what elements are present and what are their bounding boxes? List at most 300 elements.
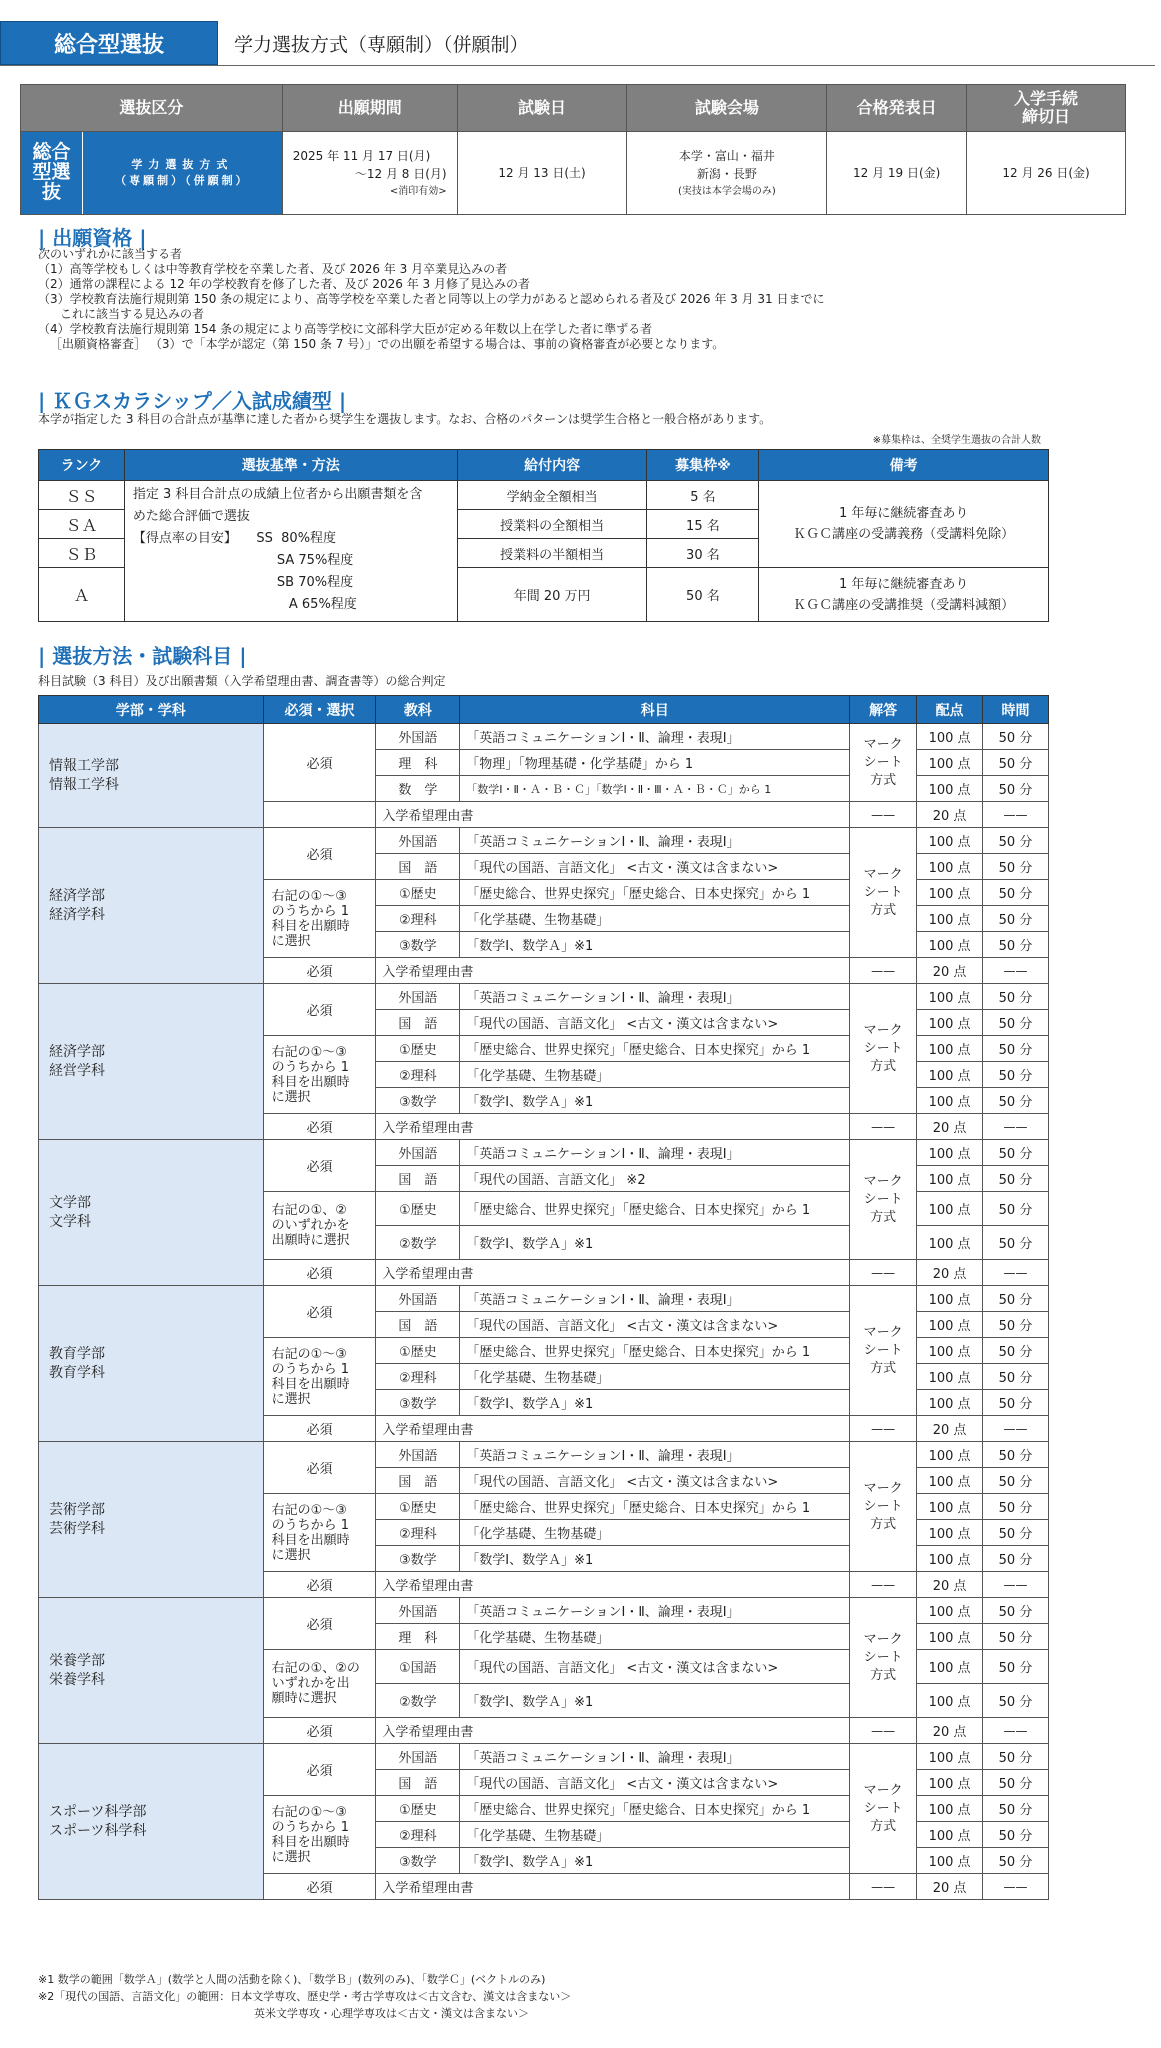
schedule-deadline: 12 月 26 日(金) [967,132,1126,215]
period-end: 〜12 月 8 日(月) [354,167,447,182]
subject-cell: 「数学Ⅰ、数学Ａ」※1 [460,1848,850,1874]
remark-line: 1 年毎に継続審査あり [838,506,969,521]
criteria-line: SA 75%程度 [276,553,354,568]
time-cell: 50 分 [983,1796,1049,1822]
points-cell: 100 点 [917,1364,983,1390]
points-cell: 100 点 [917,1770,983,1796]
time-cell: 50 分 [983,1036,1049,1062]
subject-cell: 「数学Ⅰ、数学Ａ」※1 [460,1226,850,1260]
points-cell: 100 点 [917,1624,983,1650]
remark-line: ＫＧＣ講座の受講推奨（受講料減額） [793,597,1015,613]
required-cell: 必須 [263,1744,376,1796]
subject-category-cell: ①歴史 [376,1338,460,1364]
points-cell: 20 点 [917,1416,983,1442]
table-row [39,984,1049,1010]
subject-category-cell: ②数学 [376,1226,460,1260]
answer-method-cell: マーク シート 方式 [850,1286,917,1416]
remark-line: 1 年毎に継続審査あり [838,576,969,592]
dash-cell: —— [850,1718,917,1744]
selection-method-title: 学力選抜方式（専願制）（併願制） [234,33,529,56]
time-cell: 50 分 [983,1390,1049,1416]
points-cell: 100 点 [917,1312,983,1338]
time-cell: 50 分 [983,1226,1049,1260]
subject-cell: 「化学基礎、生物基礎」 [460,1822,850,1848]
required-cell: 必須 [263,724,376,802]
department-cell: 栄養学部 栄養学科 [39,1598,264,1744]
subject-cell: 「英語コミュニケーションⅠ・Ⅱ、論理・表現Ⅰ」 [460,1442,850,1468]
essay-cell: 入学希望理由書 [376,1260,850,1286]
dash-cell: —— [850,1416,917,1442]
time-cell: 50 分 [983,932,1049,958]
essay-cell: 入学希望理由書 [376,1416,850,1442]
subject-cell: 「英語コミュニケーションⅠ・Ⅱ、論理・表現Ⅰ」 [460,724,850,750]
required-cell: 必須 [263,1572,376,1598]
points-cell: 100 点 [917,1650,983,1684]
quota-cell: 5 名 [647,481,759,510]
subject-category-cell: ②理科 [376,1364,460,1390]
time-cell: 50 分 [983,1650,1049,1684]
subject-category-cell: ③数学 [376,1848,460,1874]
scholarship-intro: 本学が指定した 3 科目の合計点が基準に達した者から奨学生を選抜します。なお、合格のパターンは奨学生合格と一般合格があります。 [38,412,772,426]
time-cell: 50 分 [983,1286,1049,1312]
points-cell: 100 点 [917,1598,983,1624]
required-cell: 必須 [263,1286,376,1338]
department-cell: 情報工学部 情報工学科 [39,724,264,828]
selection-category-label: 総合型選抜 [0,21,218,65]
table-row [39,1286,1049,1312]
essay-cell: 入学希望理由書 [376,1114,850,1140]
benefit-cell: 授業料の全額相当 [457,510,647,539]
eligibility-item: （3）学校教育法施行規則第 150 条の規定により、高等学校を卒業した者と同等以上の学力があると認められる者及び 2026 年 3 月 31 日までに [38,292,825,306]
subject-cell: 「現代の国語、言語文化」 <古文・漢文は含まない> [460,854,850,880]
points-cell: 100 点 [917,1546,983,1572]
dash-cell: —— [983,1874,1049,1900]
subject-cell: 「数学Ⅰ、数学Ａ」※1 [460,1546,850,1572]
subjects-header: 必須・選択 [263,696,376,724]
dash-cell: —— [983,1718,1049,1744]
dash-cell: —— [983,1416,1049,1442]
required-cell: 必須 [263,1140,376,1192]
time-cell: 50 分 [983,1770,1049,1796]
venue-line: 新潟・長野 [696,167,757,182]
criteria-cell [124,481,457,622]
points-cell: 100 点 [917,854,983,880]
subject-cell: 「歴史総合、世界史探究」「歴史総合、日本史探究」から 1 [460,880,850,906]
time-cell: 50 分 [983,854,1049,880]
required-cell: 必須 [263,1718,376,1744]
points-cell: 100 点 [917,776,983,802]
footnotes [38,1971,571,2022]
subject-category-cell: 外国語 [376,828,460,854]
selection-intro: 科目試験（3 科目）及び出願書類（入学希望理由書、調査書等）の総合判定 [38,674,446,688]
required-cell: 必須 [263,958,376,984]
rank-cell: ＳＢ [39,539,125,568]
points-cell: 100 点 [917,1192,983,1226]
subject-category-cell: 外国語 [376,724,460,750]
points-cell: 100 点 [917,724,983,750]
subject-category-cell: ①歴史 [376,1494,460,1520]
schedule-exam-date: 12 月 13 日(土) [457,132,627,215]
quota-cell: 15 名 [647,510,759,539]
subject-cell: 「歴史総合、世界史探究」「歴史総合、日本史探究」から 1 [460,1796,850,1822]
points-cell: 100 点 [917,1226,983,1260]
subject-cell: 「物理」「物理基礎・化学基礎」から 1 [460,750,850,776]
points-cell: 20 点 [917,1572,983,1598]
required-cell: 必須 [263,1442,376,1494]
eligibility-title: | 出願資格 | [38,226,147,250]
method-line: 学力選抜方式 [131,157,234,171]
points-cell: 20 点 [917,1718,983,1744]
eligibility-intro: 次のいずれかに該当する者 [38,247,183,261]
subject-cell: 「化学基礎、生物基礎」 [460,1062,850,1088]
scholarship-title-text: ＫＧスカラシップ／入試成績型 [52,389,332,413]
dash-cell: —— [983,1572,1049,1598]
points-cell: 100 点 [917,750,983,776]
subject-cell: 「数学Ⅰ・Ⅱ・Ａ・Ｂ・Ｃ」「数学Ⅰ・Ⅱ・Ⅲ・Ａ・Ｂ・Ｃ」から 1 [460,776,850,802]
time-cell: 50 分 [983,776,1049,802]
answer-method-cell: マーク シート 方式 [850,828,917,958]
subject-category-cell: ③数学 [376,1390,460,1416]
choice-cell: 右記の①〜③ のうちから 1 科目を出願時 に選択 [263,1494,376,1572]
subject-category-cell: ①国語 [376,1650,460,1684]
scholarship-title: | ＫＧスカラシップ／入試成績型 | [38,389,347,413]
venue-line: 本学・富山・福井 [678,148,775,163]
time-cell: 50 分 [983,828,1049,854]
subject-category-cell: ②理科 [376,1822,460,1848]
period-start: 2025 年 11 月 17 日(月) [292,148,431,163]
schedule-header: 合格発表日 [827,85,967,132]
subject-category-cell: ②理科 [376,1520,460,1546]
points-cell: 100 点 [917,1088,983,1114]
eligibility-text [38,247,825,352]
points-cell: 100 点 [917,828,983,854]
time-cell: 50 分 [983,1166,1049,1192]
schedule-announce: 12 月 19 日(金) [827,132,967,215]
time-cell: 50 分 [983,1338,1049,1364]
table-row [39,724,1049,750]
subject-category-cell: 国 語 [376,854,460,880]
table-row [39,828,1049,854]
subject-cell: 「英語コミュニケーションⅠ・Ⅱ、論理・表現Ⅰ」 [460,1598,850,1624]
points-cell: 100 点 [917,1442,983,1468]
dash-cell: —— [983,958,1049,984]
points-cell: 20 点 [917,1874,983,1900]
dash-cell: —— [983,1114,1049,1140]
dash-cell: —— [850,802,917,828]
period-note: <消印有効> [389,185,447,197]
subject-category-cell: ②理科 [376,906,460,932]
dash-cell: —— [850,1572,917,1598]
points-cell: 100 点 [917,1822,983,1848]
subject-cell: 「英語コミュニケーションⅠ・Ⅱ、論理・表現Ⅰ」 [460,1744,850,1770]
time-cell: 50 分 [983,1624,1049,1650]
schedule-header: 出願期間 [282,85,457,132]
schedule-venue [627,132,827,215]
choice-cell: 右記の①、②の いずれかを出 願時に選択 [263,1650,376,1718]
time-cell: 50 分 [983,880,1049,906]
time-cell: 50 分 [983,1062,1049,1088]
required-cell [263,802,376,828]
scholarship-header: 給付内容 [457,450,647,481]
points-cell: 100 点 [917,1848,983,1874]
subject-cell: 「化学基礎、生物基礎」 [460,1624,850,1650]
subjects-header: 時間 [983,696,1049,724]
time-cell: 50 分 [983,1192,1049,1226]
time-cell: 50 分 [983,1598,1049,1624]
points-cell: 20 点 [917,958,983,984]
scholarship-header: ランク [39,450,125,481]
table-row [39,1140,1049,1166]
answer-method-cell: マーク シート 方式 [850,1744,917,1874]
scholarship-header: 募集枠※ [647,450,759,481]
required-cell: 必須 [263,984,376,1036]
scholarship-header: 選抜基準・方法 [124,450,457,481]
subject-category-cell: ③数学 [376,1546,460,1572]
page-header [0,21,1155,66]
subject-cell: 「現代の国語、言語文化」 <古文・漢文は含まない> [460,1312,850,1338]
department-cell: スポーツ科学部 スポーツ科学科 [39,1744,264,1900]
quota-cell: 30 名 [647,539,759,568]
subject-cell: 「数学Ⅰ、数学Ａ」※1 [460,1088,850,1114]
department-cell: 芸術学部 芸術学科 [39,1442,264,1598]
time-cell: 50 分 [983,1848,1049,1874]
subject-cell: 「現代の国語、言語文化」 <古文・漢文は含まない> [460,1770,850,1796]
criteria-line: めた総合評価で選抜 [132,509,250,524]
required-cell: 必須 [263,1874,376,1900]
benefit-cell: 学納金全額相当 [457,481,647,510]
points-cell: 100 点 [917,1062,983,1088]
quota-cell: 50 名 [647,568,759,622]
answer-method-cell: マーク シート 方式 [850,984,917,1114]
eligibility-item: これに該当する見込みの者 [60,307,205,321]
time-cell: 50 分 [983,1364,1049,1390]
points-cell: 100 点 [917,880,983,906]
subject-category-cell: 外国語 [376,1598,460,1624]
department-cell: 文学部 文学科 [39,1140,264,1286]
subject-cell: 「数学Ⅰ、数学Ａ」※1 [460,1390,850,1416]
schedule-header: 試験会場 [627,85,827,132]
subjects-header: 解答 [850,696,917,724]
schedule-method [82,132,282,215]
department-cell: 教育学部 教育学科 [39,1286,264,1442]
dash-cell: —— [850,1874,917,1900]
time-cell: 50 分 [983,984,1049,1010]
selection-title-text: 選抜方法・試験科目 [52,644,233,668]
subject-category-cell: 外国語 [376,1286,460,1312]
answer-method-cell: マーク シート 方式 [850,1598,917,1718]
points-cell: 100 点 [917,1468,983,1494]
subject-category-cell: 外国語 [376,1140,460,1166]
subject-category-cell: 国 語 [376,1770,460,1796]
time-cell: 50 分 [983,1088,1049,1114]
choice-cell: 右記の①〜③ のうちから 1 科目を出願時 に選択 [263,880,376,958]
remark-cell [759,568,1049,622]
rank-cell: ＳＳ [39,481,125,510]
dash-cell: —— [850,1114,917,1140]
dash-cell: —— [850,958,917,984]
subject-category-cell: ③数学 [376,932,460,958]
time-cell: 50 分 [983,1010,1049,1036]
venue-note: (実技は本学会場のみ) [677,185,776,197]
choice-cell: 右記の①〜③ のうちから 1 科目を出願時 に選択 [263,1036,376,1114]
category-text: 総合型選抜 [32,141,71,203]
eligibility-item: （2）通常の課程による 12 年の学校教育を修了した者、及び 2026 年 3 月修了見込みの者 [38,277,530,291]
criteria-line: 【得点率の目安】 SS 80%程度 [132,531,337,546]
subjects-header: 配点 [917,696,983,724]
points-cell: 100 点 [917,1494,983,1520]
subject-cell: 「化学基礎、生物基礎」 [460,906,850,932]
required-cell: 必須 [263,1416,376,1442]
required-cell: 必須 [263,828,376,880]
time-cell: 50 分 [983,1468,1049,1494]
points-cell: 100 点 [917,1338,983,1364]
rank-cell: ＳＡ [39,510,125,539]
subjects-header: 科目 [460,696,850,724]
points-cell: 100 点 [917,1390,983,1416]
choice-cell: 右記の①〜③ のうちから 1 科目を出願時 に選択 [263,1796,376,1874]
department-cell: 経済学部 経済学科 [39,828,264,984]
required-cell: 必須 [263,1260,376,1286]
points-cell: 100 点 [917,1286,983,1312]
points-cell: 100 点 [917,932,983,958]
remark-cell [759,481,1049,568]
schedule-header: 選抜区分 [21,85,283,132]
subject-category-cell: ①歴史 [376,880,460,906]
subject-category-cell: 国 語 [376,1468,460,1494]
eligibility-item: （1）高等学校もしくは中等教育学校を卒業した者、及び 2026 年 3 月卒業見込みの者 [38,262,508,276]
table-row [39,1598,1049,1624]
points-cell: 20 点 [917,802,983,828]
subject-cell: 「英語コミュニケーションⅠ・Ⅱ、論理・表現Ⅰ」 [460,1140,850,1166]
subject-category-cell: 外国語 [376,1744,460,1770]
points-cell: 20 点 [917,1260,983,1286]
subject-cell: 「数学Ⅰ、数学Ａ」※1 [460,1684,850,1718]
time-cell: 50 分 [983,1140,1049,1166]
subject-cell: 「歴史総合、世界史探究」「歴史総合、日本史探究」から 1 [460,1338,850,1364]
scholarship-table [38,449,1049,622]
benefit-cell: 授業料の半額相当 [457,539,647,568]
remark-line: ＫＧＣ講座の受講義務（受講料免除） [793,527,1015,542]
subjects-header: 学部・学科 [39,696,264,724]
subject-category-cell: ③数学 [376,1088,460,1114]
time-cell: 50 分 [983,1546,1049,1572]
subject-cell: 「現代の国語、言語文化」 ※2 [460,1166,850,1192]
essay-cell: 入学希望理由書 [376,958,850,984]
schedule-category [21,132,83,215]
time-cell: 50 分 [983,1822,1049,1848]
criteria-line: SB 70%程度 [276,575,354,590]
footnote: 英米文学専攻・心理学専攻は＜古文・漢文は含まない＞ [254,2007,529,2020]
time-cell: 50 分 [983,750,1049,776]
schedule-period [282,132,457,215]
points-cell: 100 点 [917,1166,983,1192]
scholarship-note: ※募集枠は、全奨学生選抜の合計人数 [872,435,1041,446]
points-cell: 100 点 [917,906,983,932]
subject-cell: 「現代の国語、言語文化」 <古文・漢文は含まない> [460,1468,850,1494]
points-cell: 100 点 [917,1796,983,1822]
time-cell: 50 分 [983,724,1049,750]
subject-cell: 「歴史総合、世界史探究」「歴史総合、日本史探究」から 1 [460,1192,850,1226]
department-cell: 経済学部 経営学科 [39,984,264,1140]
essay-cell: 入学希望理由書 [376,1572,850,1598]
points-cell: 100 点 [917,1744,983,1770]
criteria-line: A 65%程度 [288,597,357,612]
method-line: （専願制）（併願制） [115,174,250,187]
subject-cell: 「英語コミュニケーションⅠ・Ⅱ、論理・表現Ⅰ」 [460,1286,850,1312]
points-cell: 100 点 [917,1520,983,1546]
answer-method-cell: マーク シート 方式 [850,724,917,802]
choice-cell: 右記の①〜③ のうちから 1 科目を出願時 に選択 [263,1338,376,1416]
subject-cell: 「英語コミュニケーションⅠ・Ⅱ、論理・表現Ⅰ」 [460,984,850,1010]
dash-cell: —— [983,1260,1049,1286]
time-cell: 50 分 [983,1494,1049,1520]
subjects-table [38,695,1049,1900]
points-cell: 100 点 [917,1140,983,1166]
essay-cell: 入学希望理由書 [376,1874,850,1900]
subject-category-cell: ②数学 [376,1684,460,1718]
subject-category-cell: 国 語 [376,1010,460,1036]
time-cell: 50 分 [983,1442,1049,1468]
benefit-cell: 年間 20 万円 [457,568,647,622]
required-cell: 必須 [263,1114,376,1140]
subject-cell: 「現代の国語、言語文化」 <古文・漢文は含まない> [460,1650,850,1684]
time-cell: 50 分 [983,906,1049,932]
time-cell: 50 分 [983,1312,1049,1338]
required-cell: 必須 [263,1598,376,1650]
choice-cell: 右記の①、② のいずれかを 出願時に選択 [263,1192,376,1260]
points-cell: 100 点 [917,1684,983,1718]
subject-category-cell: 外国語 [376,984,460,1010]
eligibility-item: （4）学校教育法施行規則第 154 条の規定により高等学校に文部科学大臣が定める年数以上在学した者に準ずる者 [38,322,653,336]
schedule-table [20,84,1126,215]
subject-cell: 「化学基礎、生物基礎」 [460,1364,850,1390]
scholarship-header: 備考 [759,450,1049,481]
essay-cell: 入学希望理由書 [376,802,850,828]
points-cell: 100 点 [917,984,983,1010]
subjects-header: 教科 [376,696,460,724]
subject-category-cell: ①歴史 [376,1036,460,1062]
eligibility-title-text: 出願資格 [52,226,133,250]
table-row [39,1442,1049,1468]
dash-cell: —— [983,802,1049,828]
table-row [39,1744,1049,1770]
answer-method-cell: マーク シート 方式 [850,1442,917,1572]
subject-category-cell: ②理科 [376,1062,460,1088]
schedule-header: 試験日 [457,85,627,132]
footnote: ※1 数学の範囲「数学Ａ」(数学と人間の活動を除く)、「数学Ｂ」(数列のみ)、「数学Ｃ」(ベクトルのみ) [38,1973,546,1986]
subject-cell: 「歴史総合、世界史探究」「歴史総合、日本史探究」から 1 [460,1036,850,1062]
footnote: ※2「現代の国語、言語文化」の範囲：日本文学専攻、歴史学・考古学専攻は＜古文含む、漢文は含まない＞ [38,1990,572,2003]
subject-category-cell: 理 科 [376,750,460,776]
subject-cell: 「数学Ⅰ、数学Ａ」※1 [460,932,850,958]
points-cell: 100 点 [917,1010,983,1036]
subject-category-cell: 外国語 [376,1442,460,1468]
subject-category-cell: 国 語 [376,1166,460,1192]
essay-cell: 入学希望理由書 [376,1718,850,1744]
eligibility-item: ［出願資格審査］ （3）で「本学が認定（第 150 条 7 号）」での出願を希望する場合は、事前の資格審査が必要となります。 [50,337,725,351]
criteria-line: 指定 3 科目合計点の成績上位者から出願書類を含 [132,487,423,502]
subject-cell: 「化学基礎、生物基礎」 [460,1520,850,1546]
subject-cell: 「歴史総合、世界史探究」「歴史総合、日本史探究」から 1 [460,1494,850,1520]
selection-title: | 選抜方法・試験科目 | [38,644,247,668]
schedule-header: 入学手続 締切日 [967,85,1126,132]
points-cell: 20 点 [917,1114,983,1140]
rank-cell: Ａ [39,568,125,622]
subject-category-cell: 理 科 [376,1624,460,1650]
subject-cell: 「英語コミュニケーションⅠ・Ⅱ、論理・表現Ⅰ」 [460,828,850,854]
time-cell: 50 分 [983,1520,1049,1546]
points-cell: 100 点 [917,1036,983,1062]
